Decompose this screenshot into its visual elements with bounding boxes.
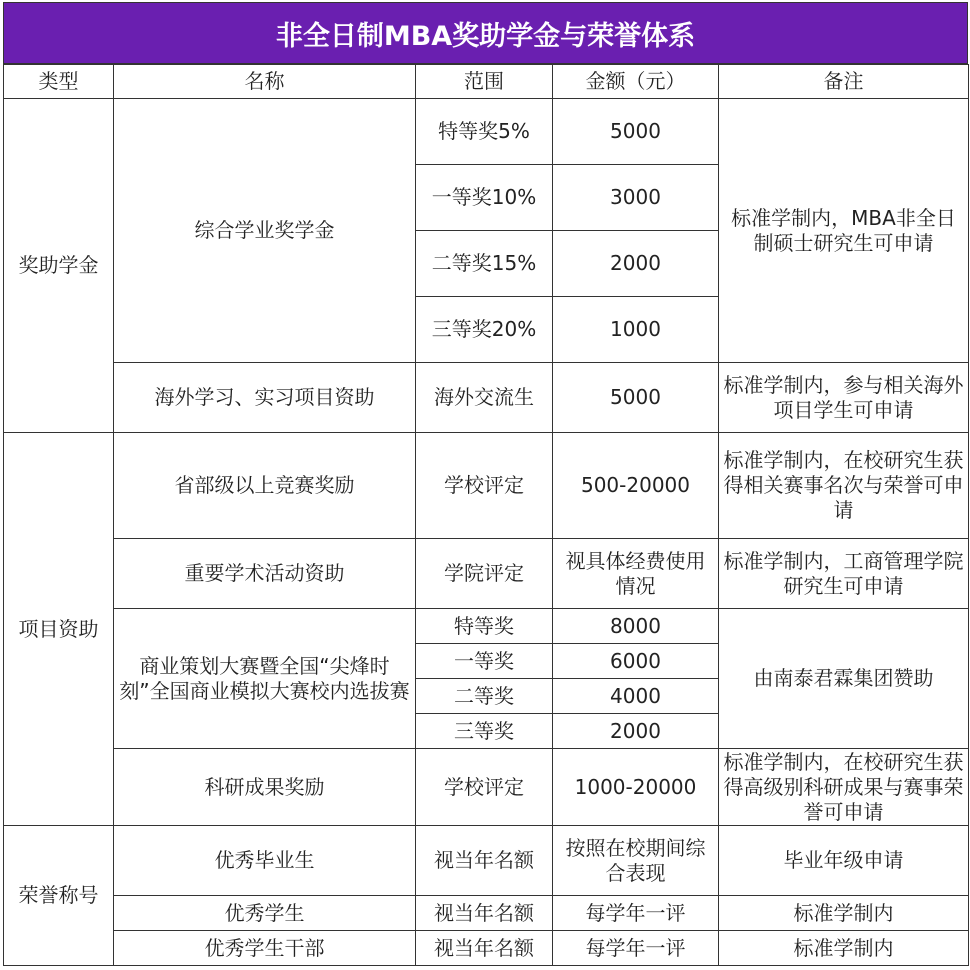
table-row [4, 749, 969, 826]
table-row [4, 609, 969, 644]
range-cell: 三等奖 [416, 714, 553, 749]
amount-cell: 5000 [553, 363, 719, 433]
type-cell: 奖助学金 [4, 99, 114, 433]
range-cell: 视当年名额 [416, 931, 553, 966]
table-row [4, 363, 969, 433]
amount-cell: 2000 [553, 714, 719, 749]
amount-cell: 6000 [553, 644, 719, 679]
range-cell: 特等奖5% [416, 99, 553, 165]
amount-cell: 视具体经费使用情况 [553, 539, 719, 609]
amount-cell: 每学年一评 [553, 931, 719, 966]
note-cell: 标准学制内，在校研究生获得高级别科研成果与赛事荣誉可申请 [719, 749, 969, 826]
name-cell: 海外学习、实习项目资助 [114, 363, 416, 433]
table-row [4, 433, 969, 539]
name-cell: 综合学业奖学金 [114, 99, 416, 363]
note-cell: 毕业年级申请 [719, 826, 969, 896]
note-cell: 标准学制内 [719, 931, 969, 966]
header-amount: 金额（元） [553, 65, 719, 99]
name-cell: 科研成果奖励 [114, 749, 416, 826]
range-cell: 视当年名额 [416, 896, 553, 931]
note-cell: 标准学制内，工商管理学院研究生可申请 [719, 539, 969, 609]
range-cell: 一等奖10% [416, 165, 553, 231]
range-cell: 特等奖 [416, 609, 553, 644]
note-cell: 由南泰君霖集团赞助 [719, 609, 969, 749]
note-cell: 标准学制内，参与相关海外项目学生可申请 [719, 363, 969, 433]
amount-cell: 8000 [553, 609, 719, 644]
range-cell: 视当年名额 [416, 826, 553, 896]
name-cell: 重要学术活动资助 [114, 539, 416, 609]
name-cell: 优秀学生 [114, 896, 416, 931]
range-cell: 海外交流生 [416, 363, 553, 433]
table-row [4, 99, 969, 165]
range-cell: 三等奖20% [416, 297, 553, 363]
header-range: 范围 [416, 65, 553, 99]
name-cell: 省部级以上竞赛奖励 [114, 433, 416, 539]
amount-cell: 3000 [553, 165, 719, 231]
range-cell: 二等奖15% [416, 231, 553, 297]
amount-cell: 500-20000 [553, 433, 719, 539]
amount-cell: 按照在校期间综合表现 [553, 826, 719, 896]
header-type: 类型 [4, 65, 114, 99]
type-cell: 项目资助 [4, 433, 114, 826]
table-row [4, 931, 969, 966]
scholarship-table-document [3, 2, 968, 966]
amount-cell: 1000-20000 [553, 749, 719, 826]
table-row [4, 896, 969, 931]
amount-cell: 1000 [553, 297, 719, 363]
range-cell: 学校评定 [416, 433, 553, 539]
note-cell: 标准学制内，在校研究生获得相关赛事名次与荣誉可申请 [719, 433, 969, 539]
range-cell: 学校评定 [416, 749, 553, 826]
note-cell: 标准学制内，MBA非全日制硕士研究生可申请 [719, 99, 969, 363]
name-cell: 优秀学生干部 [114, 931, 416, 966]
range-cell: 学院评定 [416, 539, 553, 609]
name-cell: 商业策划大赛暨全国“尖烽时刻”全国商业模拟大赛校内选拔赛 [114, 609, 416, 749]
header-note: 备注 [719, 65, 969, 99]
type-cell: 荣誉称号 [4, 826, 114, 966]
scholarship-table [3, 64, 969, 966]
note-cell: 标准学制内 [719, 896, 969, 931]
amount-cell: 2000 [553, 231, 719, 297]
amount-cell: 每学年一评 [553, 896, 719, 931]
header-row [4, 65, 969, 99]
table-row [4, 539, 969, 609]
page-title: 非全日制MBA奖助学金与荣誉体系 [3, 2, 968, 64]
range-cell: 二等奖 [416, 679, 553, 714]
name-cell: 优秀毕业生 [114, 826, 416, 896]
amount-cell: 5000 [553, 99, 719, 165]
header-name: 名称 [114, 65, 416, 99]
table-row [4, 826, 969, 896]
amount-cell: 4000 [553, 679, 719, 714]
range-cell: 一等奖 [416, 644, 553, 679]
